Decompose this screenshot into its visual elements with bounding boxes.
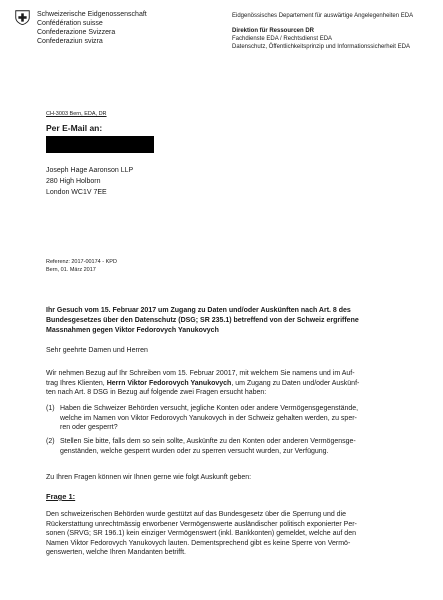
federation-name-it: Confederazione Svizzera [37,29,116,36]
question-heading: Frage 1: [46,492,76,501]
paragraph-intro [46,369,359,398]
place-date: Bern, 01. März 2017 [46,267,96,273]
paragraph-line: genswerten, welche Ihren Mandanten betrifft. [46,549,186,556]
subject-heading [46,306,418,336]
list-item-line: genständen, welche gesperrt wurden oder zu sperren versucht wurden, zur Verfügung. [60,447,329,455]
client-name: Herrn Viktor Fedorovych Yanukovych [106,379,232,387]
paragraph-line: Namen Viktor Fedorovych Yanukovych lauten. Dementsprechend gibt es keine Sperre von Vermö- [46,539,351,547]
unit-line: Datenschutz, Öffentlichkeitsprinzip und Informationssicherheit EDA [232,44,410,50]
reference-block [46,258,117,274]
list-item-number: (1) [46,405,55,412]
recipient-address [46,165,133,198]
list-item-line: ren oder gesperrt? [60,424,118,431]
swiss-cross-emblem-icon [15,10,30,25]
paragraph-line: Zu Ihren Fragen können wir Ihnen gerne wie folgt Auskunft geben: [46,474,252,481]
address-line: Joseph Hage Aaronson LLP [46,167,134,174]
sender-line: CH-3003 Bern, EDA, DR [46,111,107,117]
subject-line: Ihr Gesuch vom 15. Februar 2017 um Zugang zu Daten und/oder Auskünften nach Art. 8 des [46,307,351,314]
subject-line: Bundesgesetzes über den Datenschutz (DSG; SR 235.1) betreffend von der Schweiz ergriffene [46,317,359,324]
federation-names [37,10,147,46]
subject-line: Massnahmen gegen Viktor Fedorovych Yanukovych [46,327,219,334]
federation-name-fr: Confédération suisse [37,20,103,27]
department-spacer [232,20,413,27]
directorate-name: Direktion für Ressourcen DR [232,28,315,34]
paragraph-answer [46,510,357,558]
unit-line: Fachdienste EDA / Rechtsdienst EDA [232,36,333,42]
department-name: Eidgenössisches Departement für auswärtige Angelegenheiten EDA [232,13,414,19]
paragraph-line: Den schweizerischen Behörden wurde gestützt auf das Bundesgesetz über die Sperrung und die [46,511,347,518]
address-line: London WC1V 7EE [46,189,107,196]
list-item-number: (2) [46,438,55,445]
federation-name-rm: Confederaziun svizra [37,38,103,45]
reference-number: Referenz: 2017-00174 - KPD [46,259,117,265]
paragraph-line: trag Ihres Klienten, Herrn Viktor Fedorovych Yanukovych, um Zugang zu Daten und/oder Auskünf- [46,379,360,387]
department-block [232,12,413,51]
paragraph-line: ten nach Art. 8 DSG in Bezug auf folgende zwei Fragen ersucht haben: [46,389,267,396]
list-item-line: Haben die Schweizer Behörden versucht, jegliche Konten oder andere Vermögensgegenstände, [60,405,359,412]
list-item-line: welche im Namen von Viktor Fedorovych Yanukovych in der Schweiz gehalten werden, zu sper- [60,414,357,422]
list-item-text [60,404,358,433]
list-item-line: Stellen Sie bitte, falls dem so sein sollte, Auskünfte zu den Konten oder anderen Vermögensge- [60,438,356,445]
email-label: Per E-Mail an: [46,123,103,133]
paragraph-answer-intro [46,473,251,483]
list-item-text [60,437,356,456]
salutation: Sehr geehrte Damen und Herren [46,347,148,354]
redacted-block [46,136,154,153]
federation-name-de: Schweizerische Eidgenossenschaft [37,11,147,18]
paragraph-line: sonen (SRVG; SR 196.1) kein einziger Vermögenswert (inkl. Bankkonten) gemeldet, welche auf den [46,530,356,537]
paragraph-line: Rückerstattung unrechtmässig erworbener Vermögenswerte ausländischer politisch exponierter Per- [46,520,357,528]
address-line: 280 High Holborn [46,178,101,185]
paragraph-line: Wir nehmen Bezug auf Ihr Schreiben vom 15. Februar 20017, mit welchem Sie namens und im Auf- [46,370,355,377]
